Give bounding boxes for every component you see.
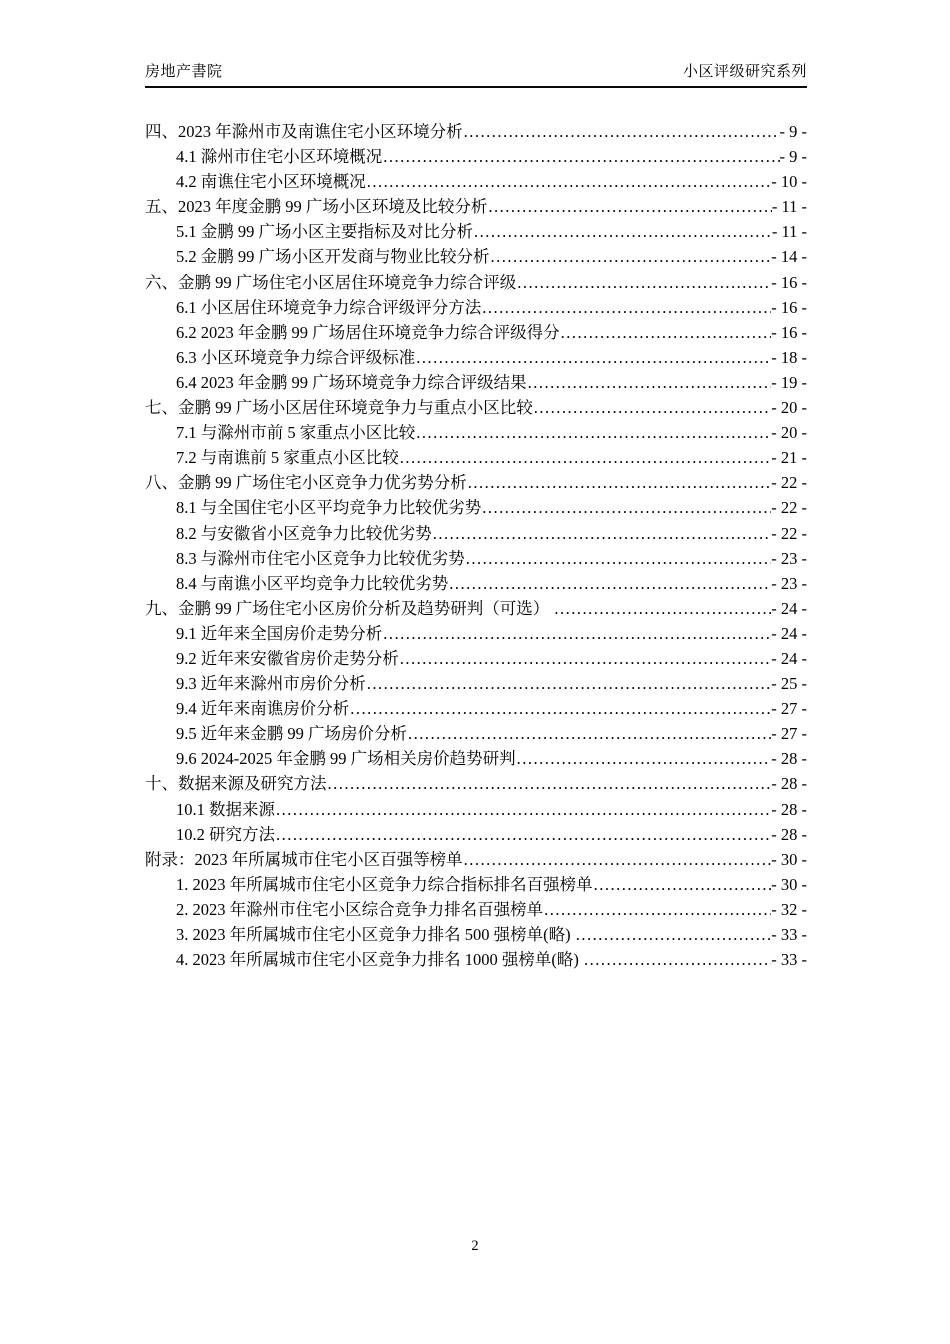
- toc-entry-label: 10.1 数据来源: [176, 799, 275, 819]
- toc-entry-page: - 19 -: [771, 372, 807, 392]
- toc-entry-page: - 11 -: [771, 197, 807, 217]
- toc-entry: [145, 546, 807, 571]
- toc-leader-dots: [575, 922, 772, 947]
- toc-leader-dots: [366, 671, 772, 696]
- toc-leader-dots: [463, 847, 772, 872]
- toc-entry: [145, 144, 807, 169]
- toc-leader-dots: [415, 345, 771, 370]
- toc-entry-page: - 33 -: [771, 950, 807, 970]
- toc-leader-dots: [465, 546, 772, 571]
- toc-leader-dots: [382, 621, 771, 646]
- toc-entry-label: 6.1 小区居住环境竞争力综合评级评分方法: [176, 297, 482, 317]
- toc-leader-dots: [490, 244, 772, 269]
- toc-entry-page: - 24 -: [771, 648, 807, 668]
- toc-leader-dots: [481, 295, 771, 320]
- toc-leader-dots: [275, 797, 771, 822]
- toc-entry-label: 5.2 金鹏 99 广场小区开发商与物业比较分析: [176, 247, 490, 267]
- toc-entry-label: 8.1 与全国住宅小区平均竞争力比较优劣势: [176, 498, 482, 518]
- toc-entry-page: - 22 -: [771, 498, 807, 518]
- toc-entry-label: 9.6 2024-2025 年金鹏 99 广场相关房价趋势研判: [176, 749, 516, 769]
- toc-entry-label: 六、金鹏 99 广场住宅小区居住环境竞争力综合评级: [145, 272, 517, 292]
- toc-entry-label: 6.3 小区环境竞争力综合评级标准: [176, 347, 416, 367]
- toc-entry: [145, 872, 807, 897]
- toc-entry-page: - 27 -: [771, 724, 807, 744]
- toc-leader-dots: [432, 521, 772, 546]
- toc-entry-page: - 30 -: [771, 849, 807, 869]
- toc-entry-label: 8.3 与滁州市住宅小区竞争力比较优劣势: [176, 548, 465, 568]
- toc-entry: [145, 847, 807, 872]
- toc-entry-label: 八、金鹏 99 广场住宅小区竞争力优劣势分析: [145, 473, 467, 493]
- toc-leader-dots: [473, 219, 772, 244]
- toc-entry-label: 9.4 近年来南谯房价分析: [176, 699, 350, 719]
- toc-leader-dots: [407, 721, 771, 746]
- toc-entry-label: 4.1 滁州市住宅小区环境概况: [176, 147, 383, 167]
- toc-entry: [145, 345, 807, 370]
- toc-entry-page: - 9 -: [779, 147, 807, 167]
- toc-entry: [145, 822, 807, 847]
- toc-list: [145, 119, 807, 972]
- toc-entry-page: - 28 -: [771, 749, 807, 769]
- toc-entry: [145, 797, 807, 822]
- toc-entry-label: 四、2023 年滁州市及南谯住宅小区环境分析: [145, 122, 463, 141]
- toc-entry-page: - 22 -: [771, 523, 807, 543]
- toc-entry: [145, 721, 807, 746]
- toc-entry: [145, 270, 807, 295]
- toc-entry-label: 4. 2023 年所属城市住宅小区竞争力排名 1000 强榜单(略): [176, 950, 583, 970]
- toc-entry: [145, 169, 807, 194]
- toc-entry: [145, 420, 807, 445]
- toc-leader-dots: [275, 822, 771, 847]
- toc-entry-page: - 24 -: [771, 598, 807, 618]
- toc-entry-page: - 32 -: [771, 899, 807, 919]
- header-left-text: 房地产書院: [145, 63, 223, 80]
- header-right-text: 小区评级研究系列: [682, 63, 807, 80]
- toc-entry-page: - 27 -: [771, 699, 807, 719]
- toc-leader-dots: [516, 270, 771, 295]
- toc-leader-dots: [481, 495, 771, 520]
- toc-entry-label: 9.5 近年来金鹏 99 广场房价分析: [176, 724, 407, 744]
- toc-leader-dots: [533, 395, 772, 420]
- toc-entry: [145, 922, 807, 947]
- toc-entry: [145, 771, 807, 796]
- toc-entry-label: 8.2 与安徽省小区竞争力比较优劣势: [176, 523, 432, 543]
- toc-entry-page: - 33 -: [771, 925, 807, 944]
- toc-entry: [145, 244, 807, 269]
- toc-leader-dots: [543, 897, 771, 922]
- toc-entry: [145, 119, 807, 144]
- toc-entry-label: 七、金鹏 99 广场小区居住环境竞争力与重点小区比较: [145, 398, 533, 418]
- toc-entry-page: - 28 -: [771, 824, 807, 844]
- toc-entry: [145, 495, 807, 520]
- toc-leader-dots: [448, 571, 771, 596]
- toc-leader-dots: [553, 596, 771, 621]
- toc-entry-page: - 28 -: [771, 799, 807, 819]
- toc-leader-dots: [415, 420, 771, 445]
- toc-entry-page: - 20 -: [771, 423, 807, 443]
- toc-entry-label: 2. 2023 年滁州市住宅小区综合竞争力排名百强榜单: [176, 899, 544, 919]
- toc-entry-page: - 28 -: [771, 774, 807, 794]
- toc-entry-page: - 21 -: [771, 448, 807, 468]
- toc-entry-page: - 9 -: [779, 122, 807, 141]
- toc-entry-label: 1. 2023 年所属城市住宅小区竞争力综合指标排名百强榜单: [176, 874, 593, 894]
- toc-entry: [145, 320, 807, 345]
- toc-leader-dots: [382, 144, 779, 169]
- toc-entry: [145, 897, 807, 922]
- toc-leader-dots: [349, 696, 771, 721]
- toc-entry: [145, 295, 807, 320]
- page-header: [145, 60, 807, 88]
- toc-entry-page: - 14 -: [771, 247, 807, 267]
- toc-entry-page: - 18 -: [771, 347, 807, 367]
- toc-entry: [145, 671, 807, 696]
- toc-entry-label: 4.2 南谯住宅小区环境概况: [176, 172, 366, 192]
- toc-entry-label: 9.1 近年来全国房价走势分析: [176, 623, 383, 643]
- toc-entry-page: - 24 -: [771, 623, 807, 643]
- toc-leader-dots: [593, 872, 772, 897]
- toc-entry-label: 3. 2023 年所属城市住宅小区竞争力排名 500 强榜单(略): [176, 925, 575, 944]
- toc-entry: [145, 470, 807, 495]
- toc-entry: [145, 621, 807, 646]
- toc-leader-dots: [399, 445, 772, 470]
- toc-entry-page: - 11 -: [771, 222, 807, 242]
- toc-leader-dots: [467, 470, 772, 495]
- toc-entry-page: - 20 -: [771, 398, 807, 418]
- toc-leader-dots: [583, 947, 771, 972]
- toc-leader-dots: [527, 370, 772, 395]
- toc-entry-label: 五、2023 年度金鹏 99 广场小区环境及比较分析: [145, 197, 488, 217]
- toc-entry: [145, 521, 807, 546]
- toc-leader-dots: [516, 746, 772, 771]
- toc-entry: [145, 596, 807, 621]
- toc-entry-page: - 23 -: [771, 548, 807, 568]
- toc-entry-label: 5.1 金鹏 99 广场小区主要指标及对比分析: [176, 222, 473, 242]
- toc-entry: [145, 219, 807, 244]
- toc-leader-dots: [487, 194, 771, 219]
- toc-entry-label: 10.2 研究方法: [176, 824, 275, 844]
- toc-leader-dots: [399, 646, 772, 671]
- toc-entry: [145, 194, 807, 219]
- toc-entry-page: - 16 -: [771, 272, 807, 292]
- page-number: 2: [471, 1238, 479, 1254]
- toc-entry-page: - 16 -: [771, 322, 807, 342]
- toc-entry-page: - 10 -: [771, 172, 807, 192]
- toc-entry-page: - 23 -: [771, 573, 807, 593]
- toc-leader-dots: [327, 771, 772, 796]
- toc-entry: [145, 696, 807, 721]
- toc-entry: [145, 445, 807, 470]
- toc-entry: [145, 646, 807, 671]
- toc-entry-label: 6.2 2023 年金鹏 99 广场居住环境竞争力综合评级得分: [176, 322, 560, 342]
- toc-entry-label: 九、金鹏 99 广场住宅小区房价分析及趋势研判（可选）: [145, 598, 554, 618]
- toc-entry-label: 十、数据来源及研究方法: [145, 774, 327, 794]
- toc-entry-page: - 30 -: [771, 874, 807, 894]
- toc-leader-dots: [366, 169, 772, 194]
- toc-leader-dots: [560, 320, 772, 345]
- toc-entry-label: 7.2 与南谯前 5 家重点小区比较: [176, 448, 399, 468]
- toc-entry-label: 8.4 与南谯小区平均竞争力比较优劣势: [176, 573, 449, 593]
- toc-entry: [145, 947, 807, 972]
- toc-entry-label: 9.3 近年来滁州市房价分析: [176, 674, 366, 694]
- toc-entry: [145, 571, 807, 596]
- toc-entry-label: 6.4 2023 年金鹏 99 广场环境竞争力综合评级结果: [176, 372, 527, 392]
- toc-entry-label: 7.1 与滁州市前 5 家重点小区比较: [176, 423, 416, 443]
- toc-entry: [145, 395, 807, 420]
- toc-entry-page: - 25 -: [771, 674, 807, 694]
- toc-entry: [145, 370, 807, 395]
- toc-entry-label: 附录：2023 年所属城市住宅小区百强等榜单: [145, 849, 463, 869]
- toc-leader-dots: [463, 119, 780, 144]
- toc-entry-page: - 16 -: [771, 297, 807, 317]
- toc-entry: [145, 746, 807, 771]
- toc-entry-label: 9.2 近年来安徽省房价走势分析: [176, 648, 399, 668]
- toc-entry-page: - 22 -: [771, 473, 807, 493]
